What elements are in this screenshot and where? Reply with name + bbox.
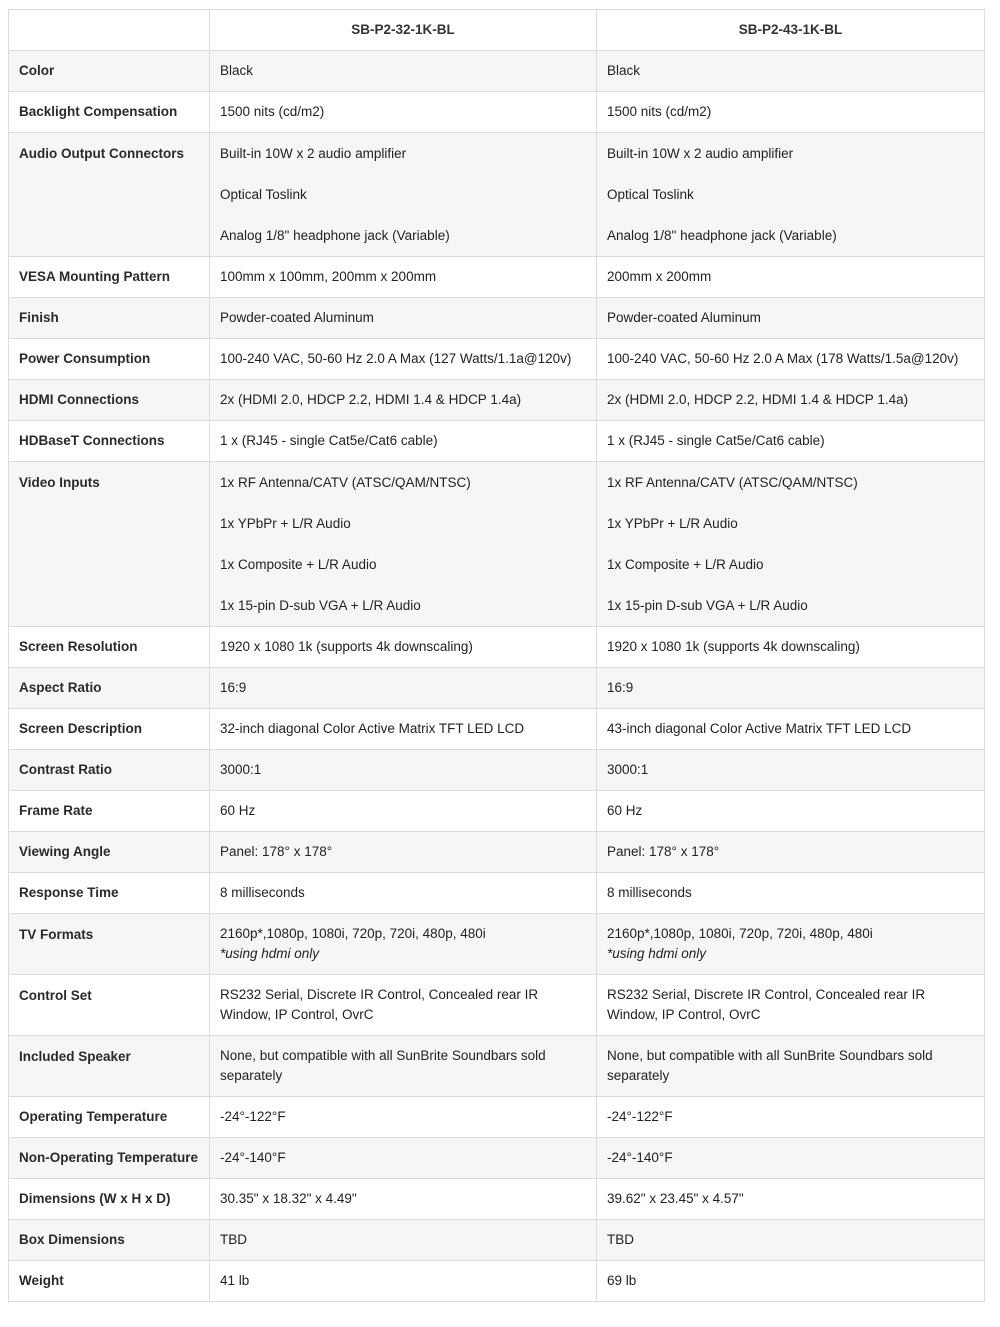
spec-value-text: None, but compatible with all SunBrite Soundbars sold separately <box>220 1048 546 1083</box>
spec-value-43: -24°-122°F <box>597 1097 985 1138</box>
spec-value-43 <box>597 1036 985 1097</box>
spec-value-43: 39.62" x 23.45" x 4.57" <box>597 1179 985 1220</box>
spec-value-32: 1 x (RJ45 - single Cat5e/Cat6 cable) <box>210 421 597 462</box>
spec-value-32 <box>210 462 597 627</box>
spec-label: Video Inputs <box>9 462 210 627</box>
spec-value-32: 41 lb <box>210 1261 597 1302</box>
spec-label: Non-Operating Temperature <box>9 1138 210 1179</box>
spec-row-video-inputs <box>9 462 985 627</box>
spec-value-line: Analog 1/8" headphone jack (Variable) <box>607 228 837 243</box>
spec-value-32: Black <box>210 51 597 92</box>
spec-label: Color <box>9 51 210 92</box>
spec-row-weight <box>9 1261 985 1302</box>
spec-value-line: 1x RF Antenna/CATV (ATSC/QAM/NTSC) <box>220 475 471 490</box>
spec-value-32: 8 milliseconds <box>210 873 597 914</box>
spec-row-non-operating-temperature <box>9 1138 985 1179</box>
spec-value-line: Built-in 10W x 2 audio amplifier <box>607 146 794 161</box>
spec-row-vesa-mounting-pattern <box>9 257 985 298</box>
spec-value-43: 100-240 VAC, 50-60 Hz 2.0 A Max (178 Watts/1.5a@120v) <box>597 339 985 380</box>
spec-row-hdbaset-connections <box>9 421 985 462</box>
spec-row-backlight-compensation <box>9 92 985 133</box>
spec-value-43: 3000:1 <box>597 750 985 791</box>
spec-value-32: TBD <box>210 1220 597 1261</box>
spec-value-32: Powder-coated Aluminum <box>210 298 597 339</box>
spec-value-line: 1x 15-pin D-sub VGA + L/R Audio <box>220 598 421 613</box>
spec-value-note: *using hdmi only <box>607 946 707 961</box>
spec-value-32 <box>210 914 597 975</box>
spec-label: Audio Output Connectors <box>9 133 210 257</box>
spec-value-43: -24°-140°F <box>597 1138 985 1179</box>
spec-value-43 <box>597 133 985 257</box>
spec-value-43 <box>597 975 985 1036</box>
spec-label: Control Set <box>9 975 210 1036</box>
spec-value-43: 8 milliseconds <box>597 873 985 914</box>
spec-value-43 <box>597 914 985 975</box>
spec-value-32: 100-240 VAC, 50-60 Hz 2.0 A Max (127 Watts/1.1a@120v) <box>210 339 597 380</box>
spec-value-32: 30.35" x 18.32" x 4.49" <box>210 1179 597 1220</box>
spec-value-line: Optical Toslink <box>607 187 694 202</box>
header-empty-cell <box>9 10 210 51</box>
spec-value-line: 1x YPbPr + L/R Audio <box>220 516 351 531</box>
spec-value-43: Powder-coated Aluminum <box>597 298 985 339</box>
spec-row-screen-resolution <box>9 627 985 668</box>
spec-row-aspect-ratio <box>9 668 985 709</box>
spec-value-43: Panel: 178° x 178° <box>597 832 985 873</box>
spec-value-line: 1x Composite + L/R Audio <box>607 557 764 572</box>
spec-value-32: -24°-140°F <box>210 1138 597 1179</box>
spec-value-line: 1x Composite + L/R Audio <box>220 557 377 572</box>
spec-label: VESA Mounting Pattern <box>9 257 210 298</box>
spec-label: Frame Rate <box>9 791 210 832</box>
spec-value-32 <box>210 1036 597 1097</box>
spec-row-operating-temperature <box>9 1097 985 1138</box>
spec-value-43: 60 Hz <box>597 791 985 832</box>
spec-value-text: 2160p*,1080p, 1080i, 720p, 720i, 480p, 480i <box>607 926 873 941</box>
spec-value-43: TBD <box>597 1220 985 1261</box>
spec-value-text: None, but compatible with all SunBrite Soundbars sold separately <box>607 1048 933 1083</box>
spec-value-43: 69 lb <box>597 1261 985 1302</box>
spec-value-line: 1x RF Antenna/CATV (ATSC/QAM/NTSC) <box>607 475 858 490</box>
spec-label: Box Dimensions <box>9 1220 210 1261</box>
spec-value-32 <box>210 975 597 1036</box>
spec-value-43: 43-inch diagonal Color Active Matrix TFT LED LCD <box>597 709 985 750</box>
spec-value-line: 1x YPbPr + L/R Audio <box>607 516 738 531</box>
spec-value-32: Panel: 178° x 178° <box>210 832 597 873</box>
spec-value-43: 1500 nits (cd/m2) <box>597 92 985 133</box>
spec-table <box>8 9 985 1302</box>
spec-value-43: 200mm x 200mm <box>597 257 985 298</box>
spec-label: Included Speaker <box>9 1036 210 1097</box>
spec-label: Power Consumption <box>9 339 210 380</box>
spec-table-body <box>9 51 985 1302</box>
spec-row-tv-formats <box>9 914 985 975</box>
header-row <box>9 10 985 51</box>
spec-row-response-time <box>9 873 985 914</box>
spec-value-line: 1x 15-pin D-sub VGA + L/R Audio <box>607 598 808 613</box>
spec-value-note: *using hdmi only <box>220 946 320 961</box>
spec-value-43: 16:9 <box>597 668 985 709</box>
spec-value-line: Analog 1/8" headphone jack (Variable) <box>220 228 450 243</box>
spec-value-32: 2x (HDMI 2.0, HDCP 2.2, HDMI 1.4 & HDCP 1.4a) <box>210 380 597 421</box>
spec-value-text: RS232 Serial, Discrete IR Control, Concealed rear IR Window, IP Control, OvrC <box>607 987 926 1022</box>
spec-table-header <box>9 10 985 51</box>
spec-value-43: 1920 x 1080 1k (supports 4k downscaling) <box>597 627 985 668</box>
spec-value-text: 2160p*,1080p, 1080i, 720p, 720i, 480p, 480i <box>220 926 486 941</box>
spec-label: Dimensions (W x H x D) <box>9 1179 210 1220</box>
spec-label: Aspect Ratio <box>9 668 210 709</box>
spec-value-43: 1 x (RJ45 - single Cat5e/Cat6 cable) <box>597 421 985 462</box>
spec-row-finish <box>9 298 985 339</box>
spec-value-43 <box>597 462 985 627</box>
spec-value-32: 1500 nits (cd/m2) <box>210 92 597 133</box>
spec-row-audio-output-connectors <box>9 133 985 257</box>
spec-row-viewing-angle <box>9 832 985 873</box>
spec-label: HDBaseT Connections <box>9 421 210 462</box>
spec-label: Backlight Compensation <box>9 92 210 133</box>
spec-row-control-set <box>9 975 985 1036</box>
spec-label: Operating Temperature <box>9 1097 210 1138</box>
spec-value-line: Optical Toslink <box>220 187 307 202</box>
spec-label: Contrast Ratio <box>9 750 210 791</box>
spec-value-32: 1920 x 1080 1k (supports 4k downscaling) <box>210 627 597 668</box>
spec-value-32: 32-inch diagonal Color Active Matrix TFT LED LCD <box>210 709 597 750</box>
spec-label: Response Time <box>9 873 210 914</box>
spec-row-hdmi-connections <box>9 380 985 421</box>
spec-row-included-speaker <box>9 1036 985 1097</box>
spec-row-screen-description <box>9 709 985 750</box>
spec-row-color <box>9 51 985 92</box>
spec-value-text: RS232 Serial, Discrete IR Control, Concealed rear IR Window, IP Control, OvrC <box>220 987 539 1022</box>
spec-value-32: 100mm x 100mm, 200mm x 200mm <box>210 257 597 298</box>
spec-value-32: 60 Hz <box>210 791 597 832</box>
spec-value-32: 16:9 <box>210 668 597 709</box>
spec-label: TV Formats <box>9 914 210 975</box>
header-model-32: SB-P2-32-1K-BL <box>210 10 597 51</box>
spec-value-32 <box>210 133 597 257</box>
spec-row-contrast-ratio <box>9 750 985 791</box>
spec-label: Weight <box>9 1261 210 1302</box>
spec-row-dimensions-w-x-h-x-d <box>9 1179 985 1220</box>
spec-value-32: 3000:1 <box>210 750 597 791</box>
spec-label: HDMI Connections <box>9 380 210 421</box>
header-model-43: SB-P2-43-1K-BL <box>597 10 985 51</box>
spec-row-box-dimensions <box>9 1220 985 1261</box>
spec-label: Viewing Angle <box>9 832 210 873</box>
spec-label: Screen Resolution <box>9 627 210 668</box>
spec-value-line: Built-in 10W x 2 audio amplifier <box>220 146 407 161</box>
spec-row-frame-rate <box>9 791 985 832</box>
spec-label: Screen Description <box>9 709 210 750</box>
spec-value-32: -24°-122°F <box>210 1097 597 1138</box>
spec-label: Finish <box>9 298 210 339</box>
spec-row-power-consumption <box>9 339 985 380</box>
spec-value-43: 2x (HDMI 2.0, HDCP 2.2, HDMI 1.4 & HDCP 1.4a) <box>597 380 985 421</box>
spec-value-43: Black <box>597 51 985 92</box>
